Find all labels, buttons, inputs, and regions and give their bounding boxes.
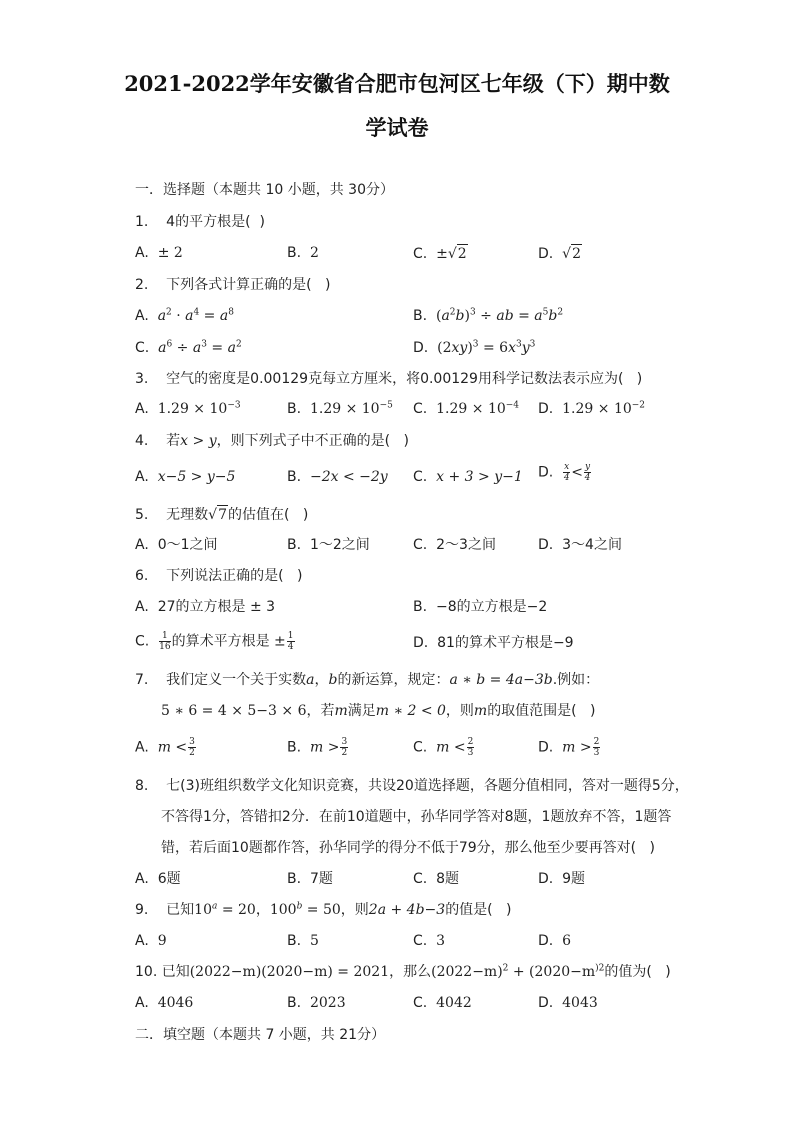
- question-number: 1.: [135, 214, 149, 230]
- question-7-line1: 7. 我们定义一个关于实数a，b的新运算，规定：a ∗ b = 4a−3b.例如：: [135, 672, 600, 688]
- q4-option-b: B. −2x < −2y: [287, 469, 388, 485]
- q7-option-d: D. m > $\frac{2}{3}$: [538, 737, 600, 758]
- q4-option-d: D. $\frac{x}{4}$ < $\frac{y}{4}$: [538, 462, 591, 483]
- q6-option-d: D. 81的算术平方根是−9: [413, 635, 574, 651]
- q2-option-c: C. $a^6 \div a^3 = a^2$: [135, 339, 242, 356]
- q3-option-c: C. $1.29 \times 10^{-4}$: [413, 400, 520, 417]
- question-10-stem: 10. 已知(2022−m)(2020−m) = 2021，那么$(2022-m)^2 + (2020-m^{)2}$的值为( ): [135, 963, 671, 980]
- q6-option-c: C. $\frac{1}{16}$ 的算术平方根是 ± $\frac{1}{4}$: [135, 631, 294, 652]
- question-paren: ): [259, 214, 265, 230]
- q1-option-c: C. ±√2: [413, 246, 467, 262]
- q10-option-a: A. 4046: [135, 995, 194, 1011]
- question-4-stem: 4. 若x > y，则下列式子中不正确的是( ): [135, 433, 409, 449]
- q1-option-b: B. 2: [287, 245, 319, 261]
- q6-option-a: A. 27的立方根是 ± 3: [135, 599, 276, 615]
- q10-option-d: D. 4043: [538, 995, 598, 1011]
- q8-option-a: A. 6题: [135, 871, 181, 887]
- exam-title-line1: 2021-2022学年安徽省合肥市包河区七年级（下）期中数: [124, 71, 670, 96]
- q9-option-b: B. 5: [287, 933, 319, 949]
- q10-option-c: C. 4042: [413, 995, 472, 1011]
- q9-option-a: A. 9: [135, 933, 167, 949]
- question-9-stem: 9. 已知$10^a = 20$，$100^b = 50$，则2a + 4b−3的值是( ): [135, 901, 512, 918]
- question-2-stem: 2. 下列各式计算正确的是( ): [135, 277, 331, 293]
- q3-option-d: D. $1.29 \times 10^{-2}$: [538, 400, 646, 417]
- question-text: 4的平方根是(: [166, 214, 251, 230]
- q3-option-b: B. $1.29 \times 10^{-5}$: [287, 400, 393, 417]
- q8-option-d: D. 9题: [538, 871, 586, 887]
- q2-option-d: D. $(2xy)^3 = 6x^3y^3$: [413, 339, 536, 356]
- q9-option-d: D. 6: [538, 933, 572, 949]
- q8-option-b: B. 7题: [287, 871, 333, 887]
- question-7-line2: 5 ∗ 6 = 4 × 5−3 × 6，若m满足m ∗ 2 < 0，则m的取值范围是( ): [161, 703, 596, 719]
- q2-option-a: A. $a^2 \cdot a^4 = a^8$: [135, 307, 234, 324]
- q6-option-b: B. −8的立方根是−2: [413, 599, 548, 615]
- question-8-line2: 不答得1分，答错扣2分．在前10道题中，孙华同学答对8题，1题放弃不答，1题答: [161, 809, 672, 825]
- q8-option-c: C. 8题: [413, 871, 460, 887]
- q5-option-a: A. 0～1之间: [135, 537, 218, 553]
- q1-option-d: D. √2: [538, 246, 581, 262]
- q5-option-c: C. 2～3之间: [413, 537, 496, 553]
- question-3-stem: 3. 空气的密度是0.00129克每立方厘米，将0.00129用科学记数法表示应为( ): [135, 371, 643, 387]
- q7-option-b: B. m > $\frac{3}{2}$: [287, 737, 348, 758]
- q1-option-a: A. ± 2: [135, 245, 183, 261]
- q4-option-c: C. x + 3 > y−1: [413, 469, 523, 485]
- q9-option-c: C. 3: [413, 933, 446, 949]
- q3-option-a: A. $1.29 \times 10^{-3}$: [135, 400, 241, 417]
- q10-option-b: B. 2023: [287, 995, 346, 1011]
- section-heading-choice: 一．选择题（本题共 10 小题，共 30分）: [135, 182, 394, 198]
- section-heading-fill: 二．填空题（本题共 7 小题，共 21分）: [135, 1027, 386, 1043]
- q7-option-c: C. m < $\frac{2}{3}$: [413, 737, 474, 758]
- question-8-line1: 8. 七(3)班组织数学文化知识竞赛，共设20道选择题，各题分值相同，答对一题得5分，: [135, 778, 689, 794]
- question-1-stem: [135, 213, 265, 231]
- q2-option-b: B. $(a^2b)^3$ ÷ ab = $a^5b^2$: [413, 307, 564, 324]
- exam-title-line2: 学试卷: [365, 115, 429, 140]
- q7-option-a: A. m < $\frac{3}{2}$: [135, 737, 195, 758]
- question-8-line3: 错，若后面10题都作答，孙华同学的得分不低于79分，那么他至少要再答对( ): [161, 840, 655, 856]
- q5-option-d: D. 3～4之间: [538, 537, 622, 553]
- question-6-stem: 6. 下列说法正确的是( ): [135, 568, 303, 584]
- q4-option-a: A. x−5 > y−5: [135, 469, 236, 485]
- q5-option-b: B. 1～2之间: [287, 537, 370, 553]
- question-5-stem: 5. 无理数√7的估值在( ): [135, 507, 309, 523]
